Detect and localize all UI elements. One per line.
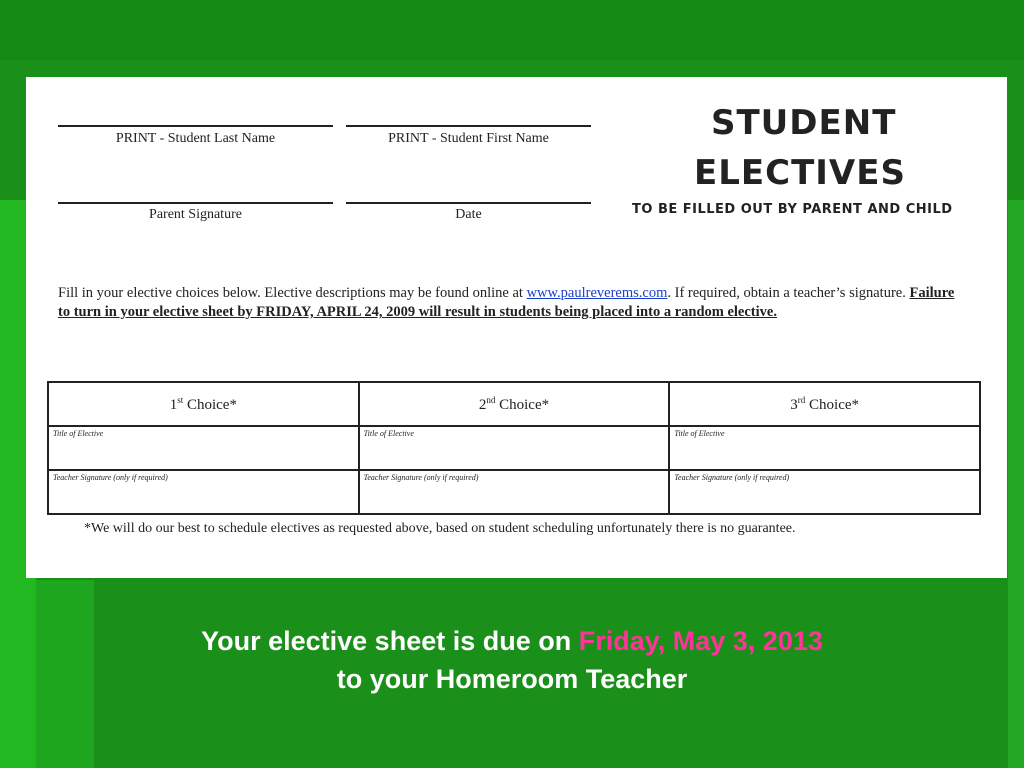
choices-table [47,381,981,515]
background-band-top [0,0,1024,60]
elective-form-sheet [26,77,1007,578]
parent-signature-line [58,202,333,204]
date-label: Date [455,207,482,222]
instructions-paragraph [58,284,970,322]
due-date-caption [0,622,1024,698]
deadline-warning: Failure to turn in your elective sheet by FRIDAY, APRIL 24, 2009 will result in students being placed into a random elective. [58,285,955,320]
form-subtitle: TO BE FILLED OUT BY PARENT AND CHILD [632,202,953,217]
table-header-row [48,382,980,426]
caption-line-2: to your Homeroom Teacher [336,664,688,694]
due-date-highlight: Friday, May 3, 2013 [578,626,823,656]
last-name-label: PRINT - Student Last Name [115,131,276,146]
first-name-line [346,125,591,127]
elective-title-field-3[interactable]: Title of Elective [669,426,980,470]
first-name-label: PRINT - Student First Name [388,131,549,146]
instructions-text: Fill in your elective choices below. Elective descriptions may be found online at [58,285,527,301]
form-title-line2: ELECTIVES [694,153,906,193]
date-line [346,202,591,204]
choice-header-3: 3rd Choice* [669,382,980,426]
form-title-line1: STUDENT [711,103,897,143]
parent-signature-label: Parent Signature [149,207,242,222]
instructions-text-2: . If required, obtain a teacher’s signature. [667,285,910,301]
footnote: *We will do our best to schedule electives as requested above, based on student scheduling unfortunately there is no guarantee. [84,521,796,536]
website-link[interactable]: www.paulreverems.com [526,285,668,301]
choice-header-1: 1st Choice* [48,382,359,426]
teacher-signature-field-1[interactable]: Teacher Signature (only if required) [48,470,359,514]
caption-line-1: Your elective sheet is due on Friday, May 3, 2013 [201,626,823,656]
teacher-signature-field-3[interactable]: Teacher Signature (only if required) [669,470,980,514]
teacher-signature-field-2[interactable]: Teacher Signature (only if required) [359,470,670,514]
choice-header-2: 2nd Choice* [359,382,670,426]
elective-title-field-2[interactable]: Title of Elective [359,426,670,470]
last-name-line [58,125,333,127]
table-row [48,470,980,514]
table-row [48,426,980,470]
elective-title-field-1[interactable]: Title of Elective [48,426,359,470]
